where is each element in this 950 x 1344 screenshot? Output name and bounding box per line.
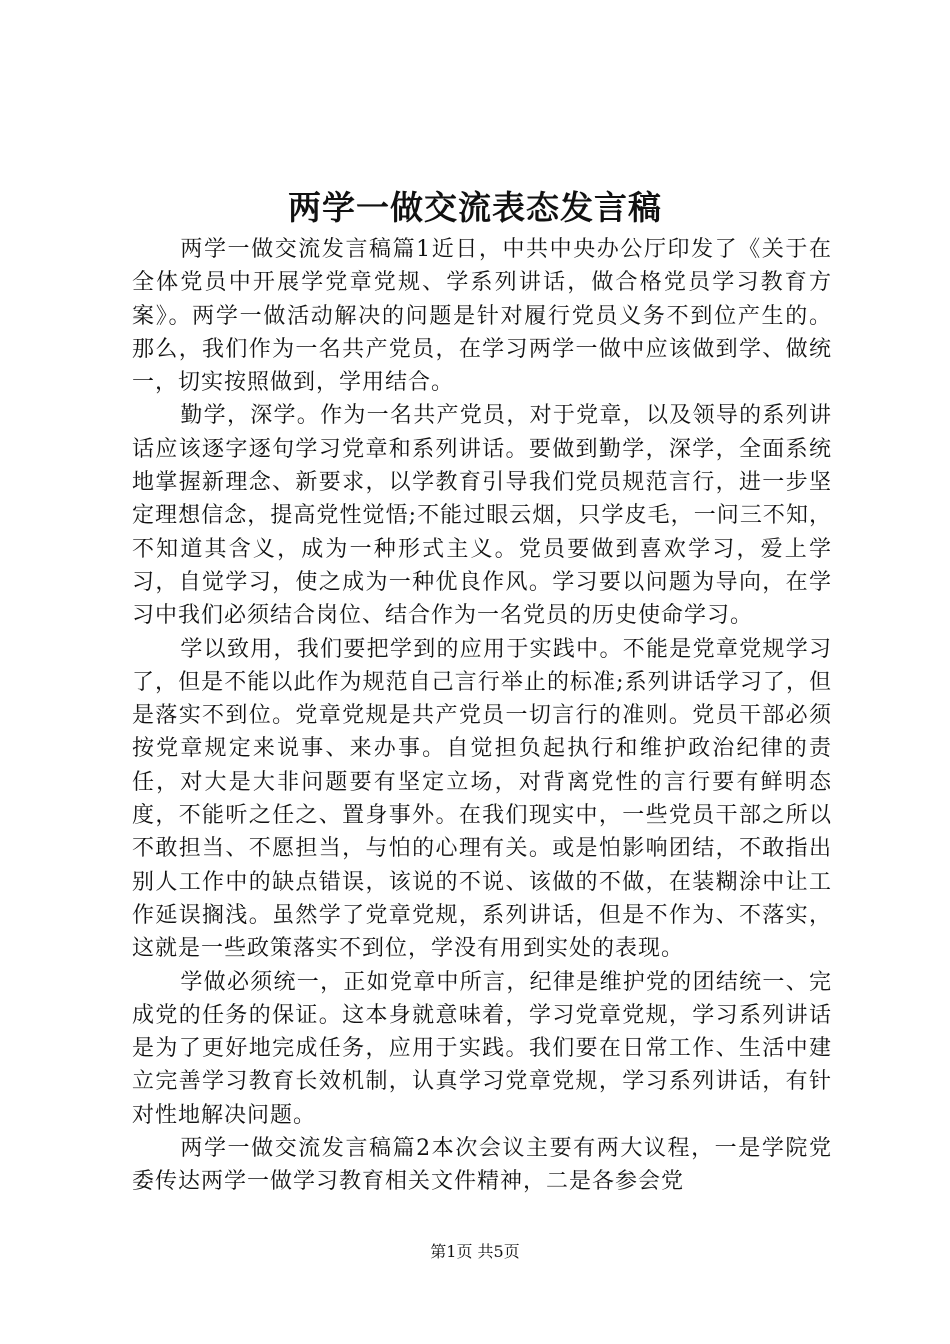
document-body — [132, 233, 832, 1199]
paragraph: 勤学，深学。作为一名共产党员，对于党章，以及领导的系列讲话应该逐字逐句学习党章和系列讲话。要做到勤学，深学，全面系统地掌握新理念、新要求，以学教育引导我们党员规范言行，进一步坚定理想信念，提高党性觉悟;不能过眼云烟，只学皮毛，一问三不知，不知道其含义，成为一种形式主义。党员要做到喜欢学习，爱上学习，自觉学习，使之成为一种优良作风。学习要以问题为导向，在学习中我们必须结合岗位、结合作为一名党员的历史使命学习。 — [132, 403, 832, 629]
paragraph: 学做必须统一，正如党章中所言，纪律是维护党的团结统一、完成党的任务的保证。这本身就意味着，学习党章党规，学习系列讲话是为了更好地完成任务，应用于实践。我们要在日常工作、生活中建立完善学习教育长效机制，认真学习党章党规，学习系列讲话，有针对性地解决问题。 — [132, 969, 832, 1128]
paragraph: 学以致用，我们要把学到的应用于实践中。不能是党章党规学习了，但是不能以此作为规范自己言行举止的标准;系列讲话学习了，但是落实不到位。党章党规是共产党员一切言行的准则。党员干部必须按党章规定来说事、来办事。自觉担负起执行和维护政治纪律的责任，对大是大非问题要有坚定立场，对背离党性的言行要有鲜明态度，不能听之任之、置身事外。在我们现实中，一些党员干部之所以不敢担当、不愿担当，与怕的心理有关。或是怕影响团结，不敢指出别人工作中的缺点错误，该说的不说、该做的不做，在装糊涂中让工作延误搁浅。虽然学了党章党规，系列讲话，但是不作为、不落实，这就是一些政策落实不到位，学没有用到实处的表现。 — [132, 636, 832, 962]
document-title: 两学一做交流表态发言稿 — [288, 188, 662, 227]
paragraph: 两学一做交流发言稿篇1近日，中共中央办公厅印发了《关于在全体党员中开展学党章党规、学系列讲话，做合格党员学习教育方案》。两学一做活动解决的问题是针对履行党员义务不到位产生的。那么，我们作为一名共产党员，在学习两学一做中应该做到学、做统一，切实按照做到，学用结合。 — [132, 237, 832, 396]
page-number-footer: 第1页 共5页 — [430, 1242, 520, 1261]
paragraph: 两学一做交流发言稿篇2本次会议主要有两大议程，一是学院党委传达两学一做学习教育相关文件精神，二是各参会党 — [132, 1136, 832, 1195]
